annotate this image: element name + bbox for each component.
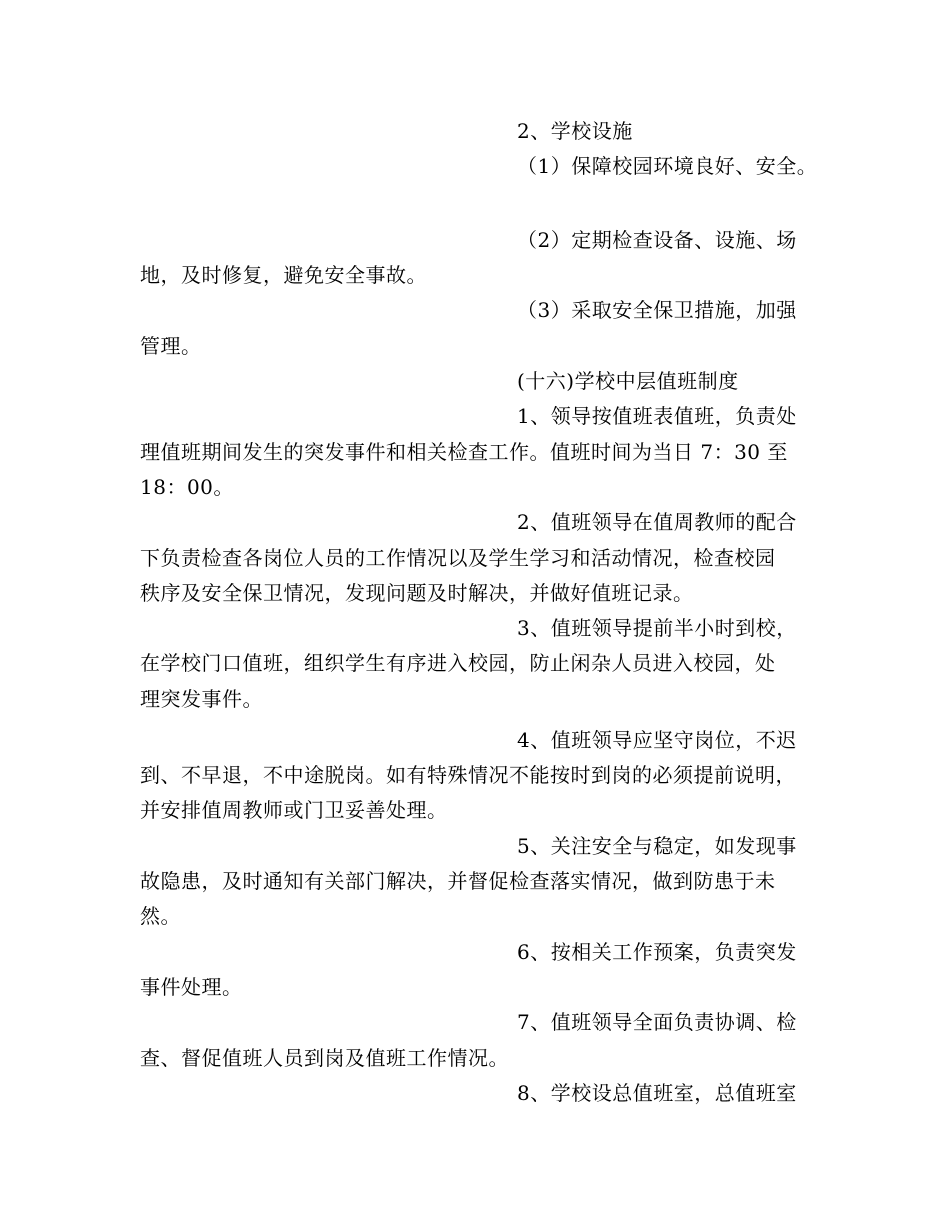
- paragraph-line: 理突发事件。: [140, 687, 263, 711]
- paragraph-line: 到、不早退，不中途脱岗。如有特殊情况不能按时到岗的必须提前说明，: [140, 763, 796, 787]
- section-heading-duty-system: (十六)学校中层值班制度: [517, 369, 739, 393]
- paragraph-line: 7、值班领导全面负责协调、检: [517, 1010, 797, 1034]
- paragraph-line: 在学校门口值班，组织学生有序进入校园，防止闲杂人员进入校园，处: [140, 651, 776, 675]
- paragraph-line: 秩序及安全保卫情况，发现问题及时解决，并做好值班记录。: [140, 581, 694, 605]
- paragraph-line: 5、关注安全与稳定，如发现事: [517, 834, 797, 858]
- paragraph-line: 4、值班领导应坚守岗位，不迟: [517, 728, 797, 752]
- paragraph-line: 理值班期间发生的突发事件和相关检查工作。值班时间为当日 7：30 至: [140, 440, 788, 464]
- paragraph-line: 然。: [140, 904, 181, 928]
- section-heading-school-facilities: 2、学校设施: [517, 119, 633, 143]
- paragraph-line: 下负责检查各岗位人员的工作情况以及学生学习和活动情况，检查校园: [140, 546, 776, 570]
- paragraph-line: 2、值班领导在值周教师的配合: [517, 510, 797, 534]
- paragraph-line: （1）保障校园环境良好、安全。: [517, 154, 818, 178]
- paragraph-line: 6、按相关工作预案，负责突发: [517, 940, 797, 964]
- paragraph-line: （3）采取安全保卫措施，加强: [517, 298, 797, 322]
- paragraph-line: 18：00。: [140, 475, 234, 499]
- paragraph-line: （2）定期检查设备、设施、场: [517, 228, 797, 252]
- paragraph-line: 管理。: [140, 334, 202, 358]
- paragraph-line: 并安排值周教师或门卫妥善处理。: [140, 798, 448, 822]
- paragraph-line: 1、领导按值班表值班，负责处: [517, 404, 797, 428]
- paragraph-line: 8、学校设总值班室，总值班室: [517, 1081, 797, 1105]
- paragraph-line: 故隐患，及时通知有关部门解决，并督促检查落实情况，做到防患于未: [140, 869, 776, 893]
- paragraph-line: 3、值班领导提前半小时到校，: [517, 616, 797, 640]
- paragraph-line: 地，及时修复，避免安全事故。: [140, 263, 427, 287]
- paragraph-line: 查、督促值班人员到岗及值班工作情况。: [140, 1046, 509, 1070]
- paragraph-line: 事件处理。: [140, 975, 243, 999]
